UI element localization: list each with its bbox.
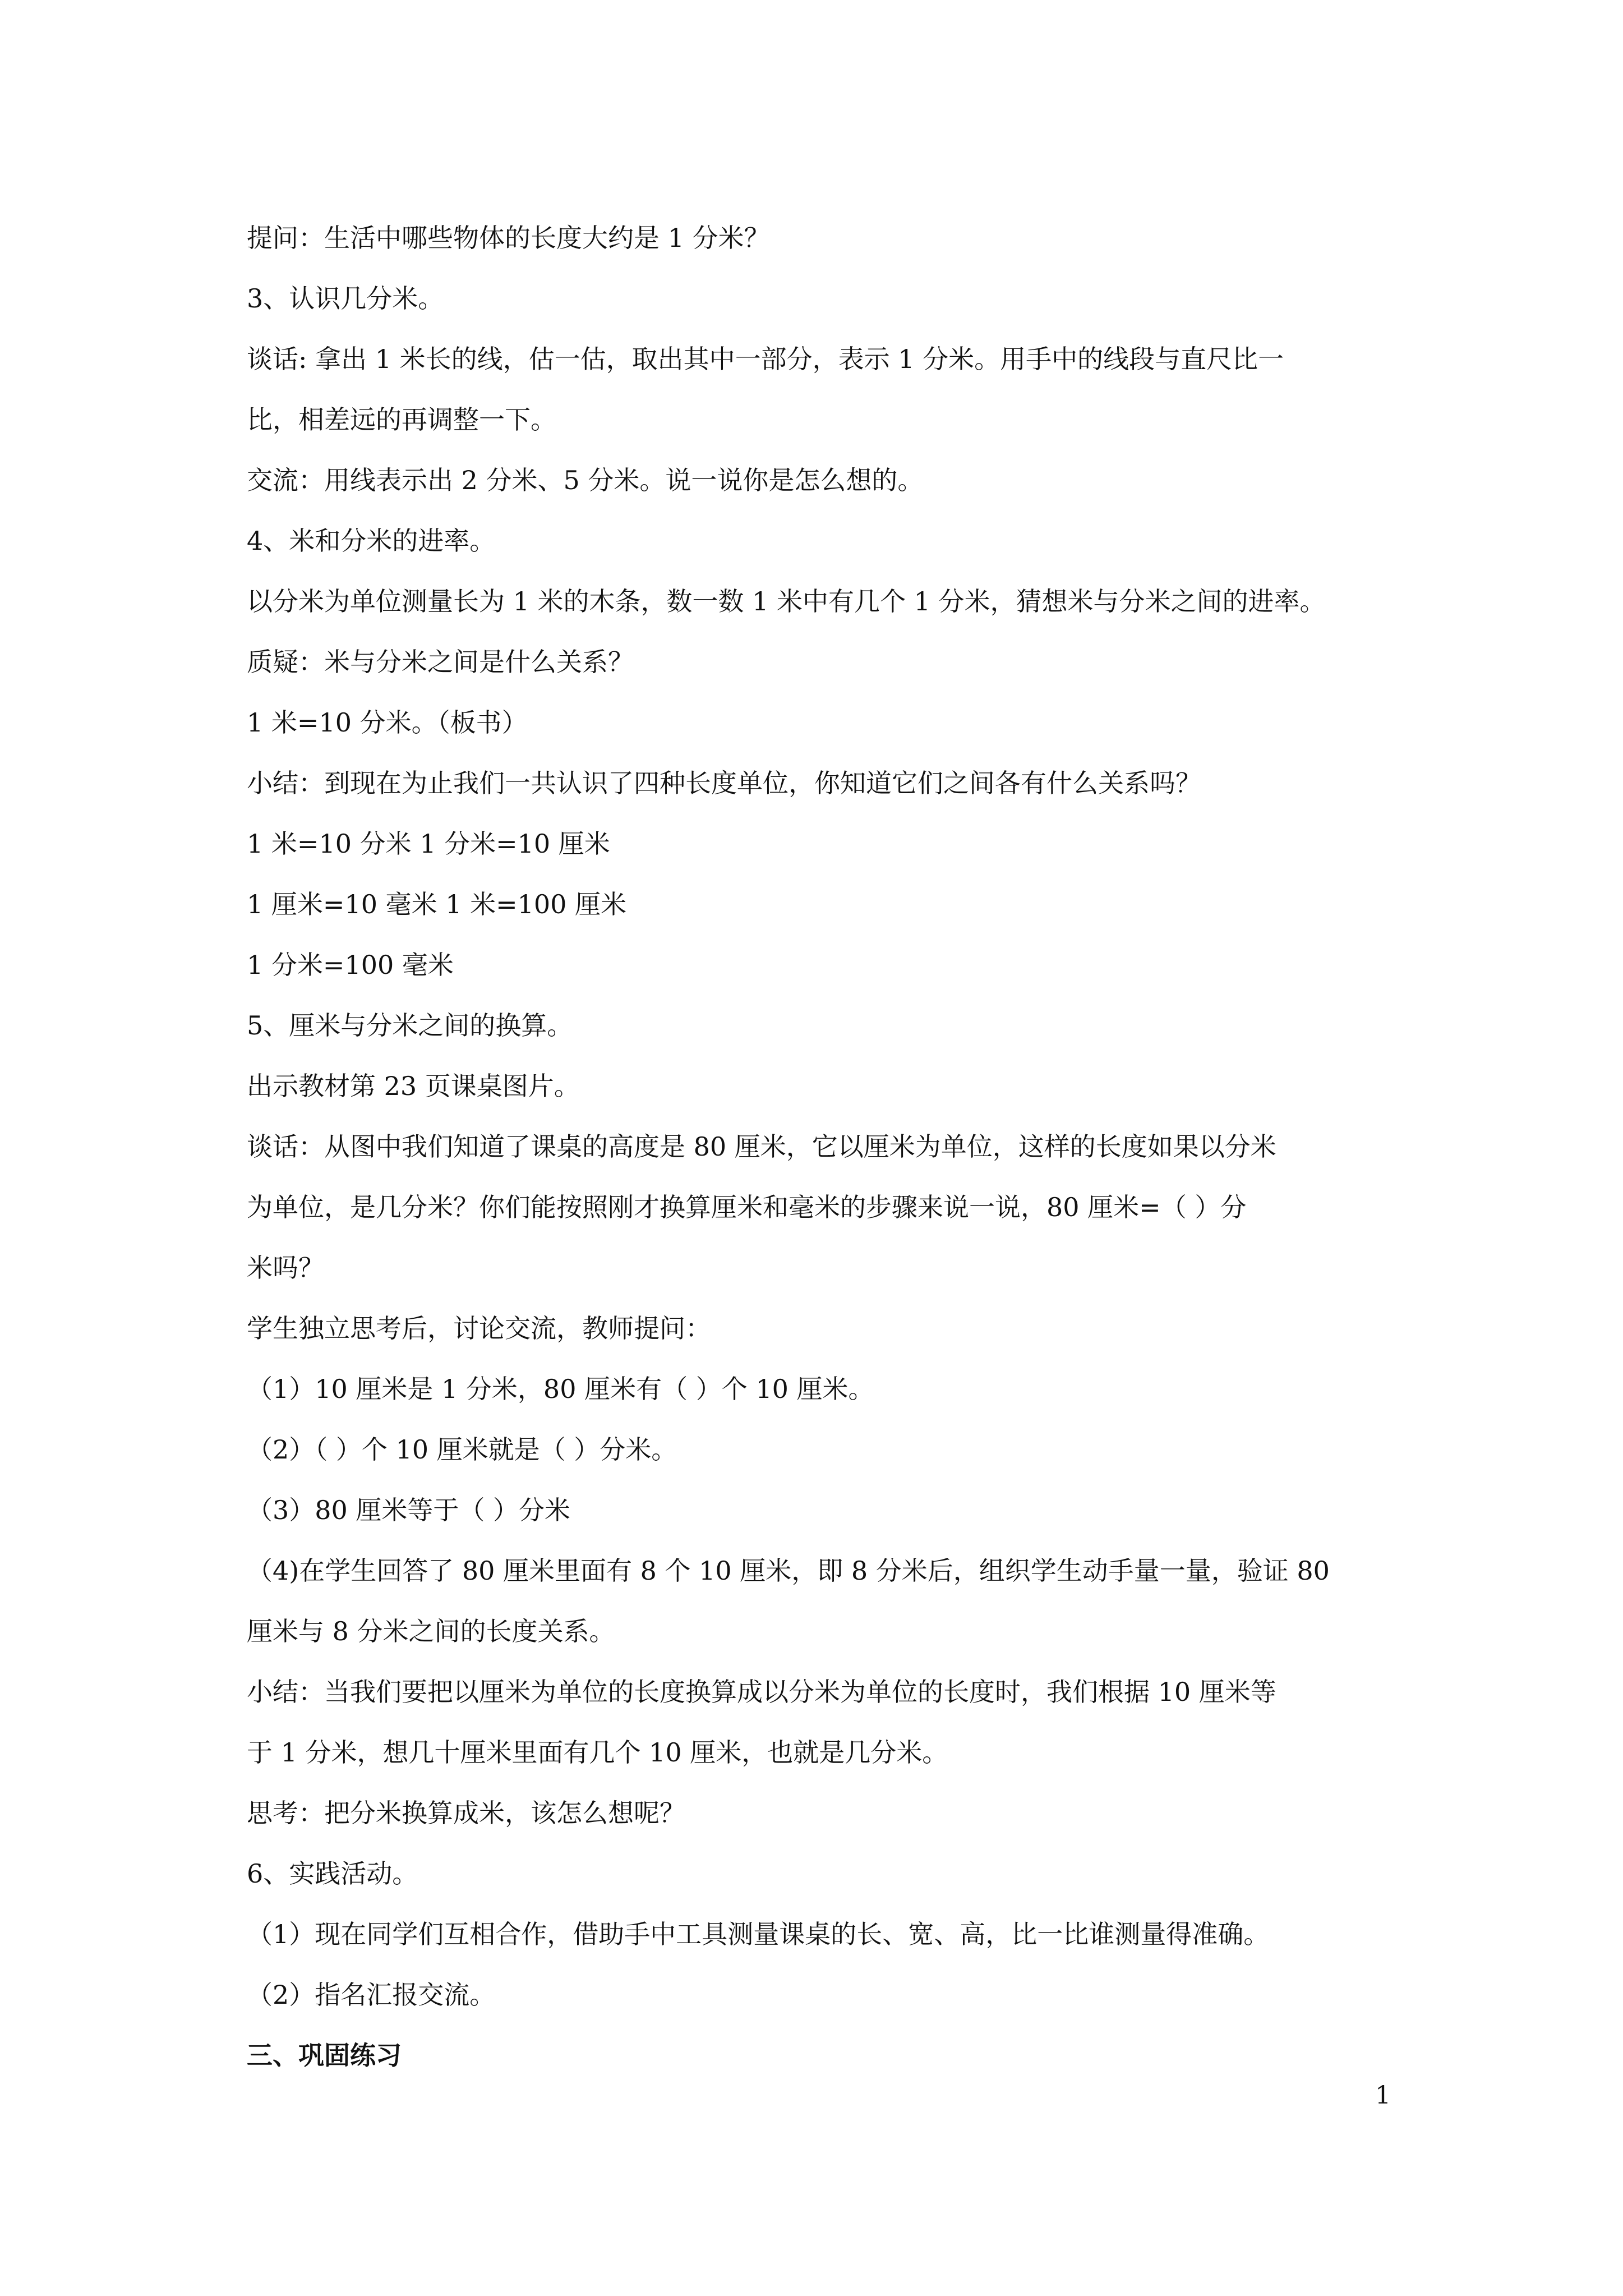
question-line: （3）80 厘米等于（ ）分米 xyxy=(247,1495,571,1525)
activity-line: （1）现在同学们互相合作，借助手中工具测量课桌的长、宽、高，比一比谁测量得准确。 xyxy=(247,1919,1270,1949)
unit-relation-line: 1 分米=100 毫米 xyxy=(247,950,454,980)
section-heading: 3、认识几分米。 xyxy=(247,283,444,314)
major-section-heading: 三、巩固练习 xyxy=(247,2040,402,2070)
section-heading: 5、厘米与分米之间的换算。 xyxy=(247,1010,573,1041)
unit-relation-line: 1 厘米=10 毫米 1 米=100 厘米 xyxy=(247,889,627,919)
text-line: 于 1 分米，想几十厘米里面有几个 10 厘米，也就是几分米。 xyxy=(247,1737,948,1768)
unit-relation-line: 1 米=10 分米 1 分米=10 厘米 xyxy=(247,829,610,859)
text-line: 为单位，是几分米？你们能按照刚才换算厘米和毫米的步骤来说一说，80 厘米=（ ）分 xyxy=(247,1192,1247,1222)
document-body xyxy=(247,208,1408,2086)
activity-line: （2）指名汇报交流。 xyxy=(247,1980,496,2010)
text-line: 谈话：从图中我们知道了课桌的高度是 80 厘米，它以厘米为单位，这样的长度如果以分米 xyxy=(247,1131,1276,1162)
page-number: 1 xyxy=(1375,2081,1391,2110)
text-line: 厘米与 8 分米之间的长度关系。 xyxy=(247,1616,615,1646)
text-line: 出示教材第 23 页课桌图片。 xyxy=(247,1071,580,1101)
question-line: （1）10 厘米是 1 分米，80 厘米有（ ）个 10 厘米。 xyxy=(247,1374,874,1404)
question-line: （4)在学生回答了 80 厘米里面有 8 个 10 厘米，即 8 分米后，组织学生动手量一量，验证 80 xyxy=(247,1556,1330,1586)
text-line: 比，相差远的再调整一下。 xyxy=(247,404,556,435)
text-line: 以分米为单位测量长为 1 米的木条，数一数 1 米中有几个 1 分米，猜想米与分米之间的进率。 xyxy=(247,586,1326,616)
text-line: 质疑：米与分米之间是什么关系？ xyxy=(247,647,634,677)
text-line: 小结：当我们要把以厘米为单位的长度换算成以分米为单位的长度时，我们根据 10 厘米等 xyxy=(247,1677,1276,1707)
text-line: 1 米=10 分米。（板书） xyxy=(247,707,528,738)
section-heading: 4、米和分米的进率。 xyxy=(247,526,496,556)
question-line: （2）（ ）个 10 厘米就是（ ）分米。 xyxy=(247,1434,677,1465)
text-line: 小结：到现在为止我们一共认识了四种长度单位，你知道它们之间各有什么关系吗？ xyxy=(247,768,1201,798)
text-line: 交流：用线表示出 2 分米、5 分米。说一说你是怎么想的。 xyxy=(247,465,924,495)
text-line: 提问：生活中哪些物体的长度大约是 1 分米？ xyxy=(247,223,770,253)
text-line: 学生独立思考后，讨论交流，教师提问： xyxy=(247,1313,711,1343)
text-line: 米吗？ xyxy=(247,1253,324,1283)
section-heading: 6、实践活动。 xyxy=(247,1858,418,1889)
text-line: 谈话: 拿出 1 米长的线，估一估，取出其中一部分，表示 1 分米。用手中的线段与直尺比一 xyxy=(247,344,1284,374)
text-line: 思考：把分米换算成米，该怎么想呢？ xyxy=(247,1798,685,1828)
